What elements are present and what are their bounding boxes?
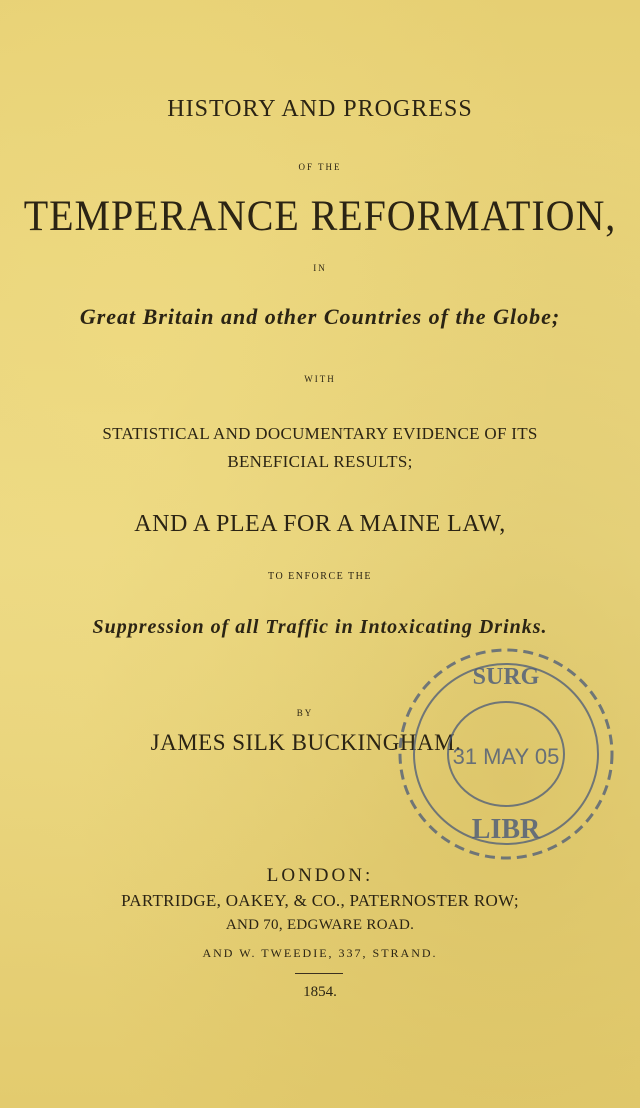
subtitle-statistical: STATISTICAL AND DOCUMENTARY EVIDENCE OF ITS <box>102 424 538 443</box>
connector-of-the: OF THE <box>298 162 342 172</box>
connector-by: BY <box>296 708 314 718</box>
connector-in: IN <box>313 263 327 273</box>
imprint-publisher-2: AND 70, EDGWARE ROAD. <box>225 917 415 933</box>
imprint-city: LONDON: <box>266 865 374 886</box>
stamp-top-text: SURG <box>472 664 540 690</box>
stamp-bottom-text: LIBR <box>471 814 541 845</box>
subtitle-beneficial: BENEFICIAL RESULTS; <box>227 452 413 471</box>
subtitle-suppression: Suppression of all Traffic in Intoxicating Drinks. <box>92 616 548 638</box>
author-name: JAMES SILK BUCKINGHAM. <box>150 730 462 755</box>
subtitle-maine-law: AND A PLEA FOR A MAINE LAW, <box>134 511 506 537</box>
stamp-date-text: 31 MAY 05 <box>452 744 560 769</box>
title-line-history: HISTORY AND PROGRESS <box>167 96 473 122</box>
library-stamp <box>392 642 620 872</box>
subtitle-great-britain: Great Britain and other Countries of the Globe; <box>79 304 561 329</box>
title-line-temperance: TEMPERANCE REFORMATION, <box>23 193 617 240</box>
imprint-year: 1854. <box>303 984 337 1000</box>
connector-to-enforce: TO ENFORCE THE <box>268 571 372 582</box>
imprint-publisher-1: PARTRIDGE, OAKEY, & CO., PATERNOSTER ROW; <box>121 891 519 910</box>
imprint-rule <box>295 973 343 974</box>
connector-with: WITH <box>304 374 336 384</box>
imprint-publisher-3: AND W. TWEEDIE, 337, STRAND. <box>202 946 438 960</box>
